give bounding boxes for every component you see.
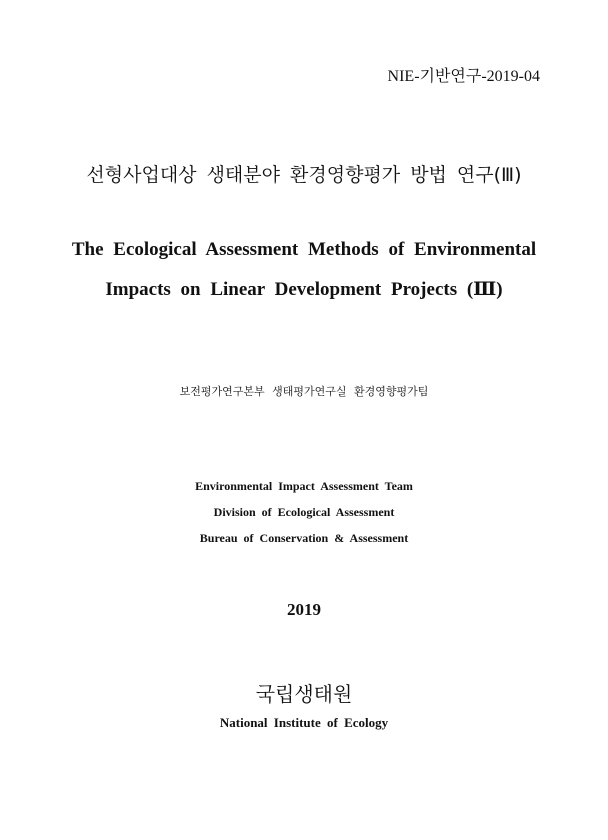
organization-english: National Institute of Ecology (219, 715, 389, 730)
english-bureau: Bureau of Conservation & Assessment (199, 531, 409, 545)
english-title-line-1: The Ecological Assessment Methods of Environmental (71, 239, 537, 260)
publication-year: 2019 (287, 600, 321, 619)
english-team: Environmental Impact Assessment Team (195, 479, 413, 493)
english-division: Division of Ecological Assessment (213, 505, 395, 519)
organization-korean: 국립생태원 (255, 682, 353, 706)
report-id: NIE-기반연구-2019-04 (387, 68, 540, 85)
korean-title: 선형사업대상 생태분야 환경영향평가 방법 연구(Ⅲ) (86, 164, 522, 186)
english-title-line-2: Impacts on Linear Development Projects (Ⅲ) (105, 279, 503, 300)
korean-department: 보전평가연구본부 생태평가연구실 환경영향평가팀 (179, 385, 429, 398)
